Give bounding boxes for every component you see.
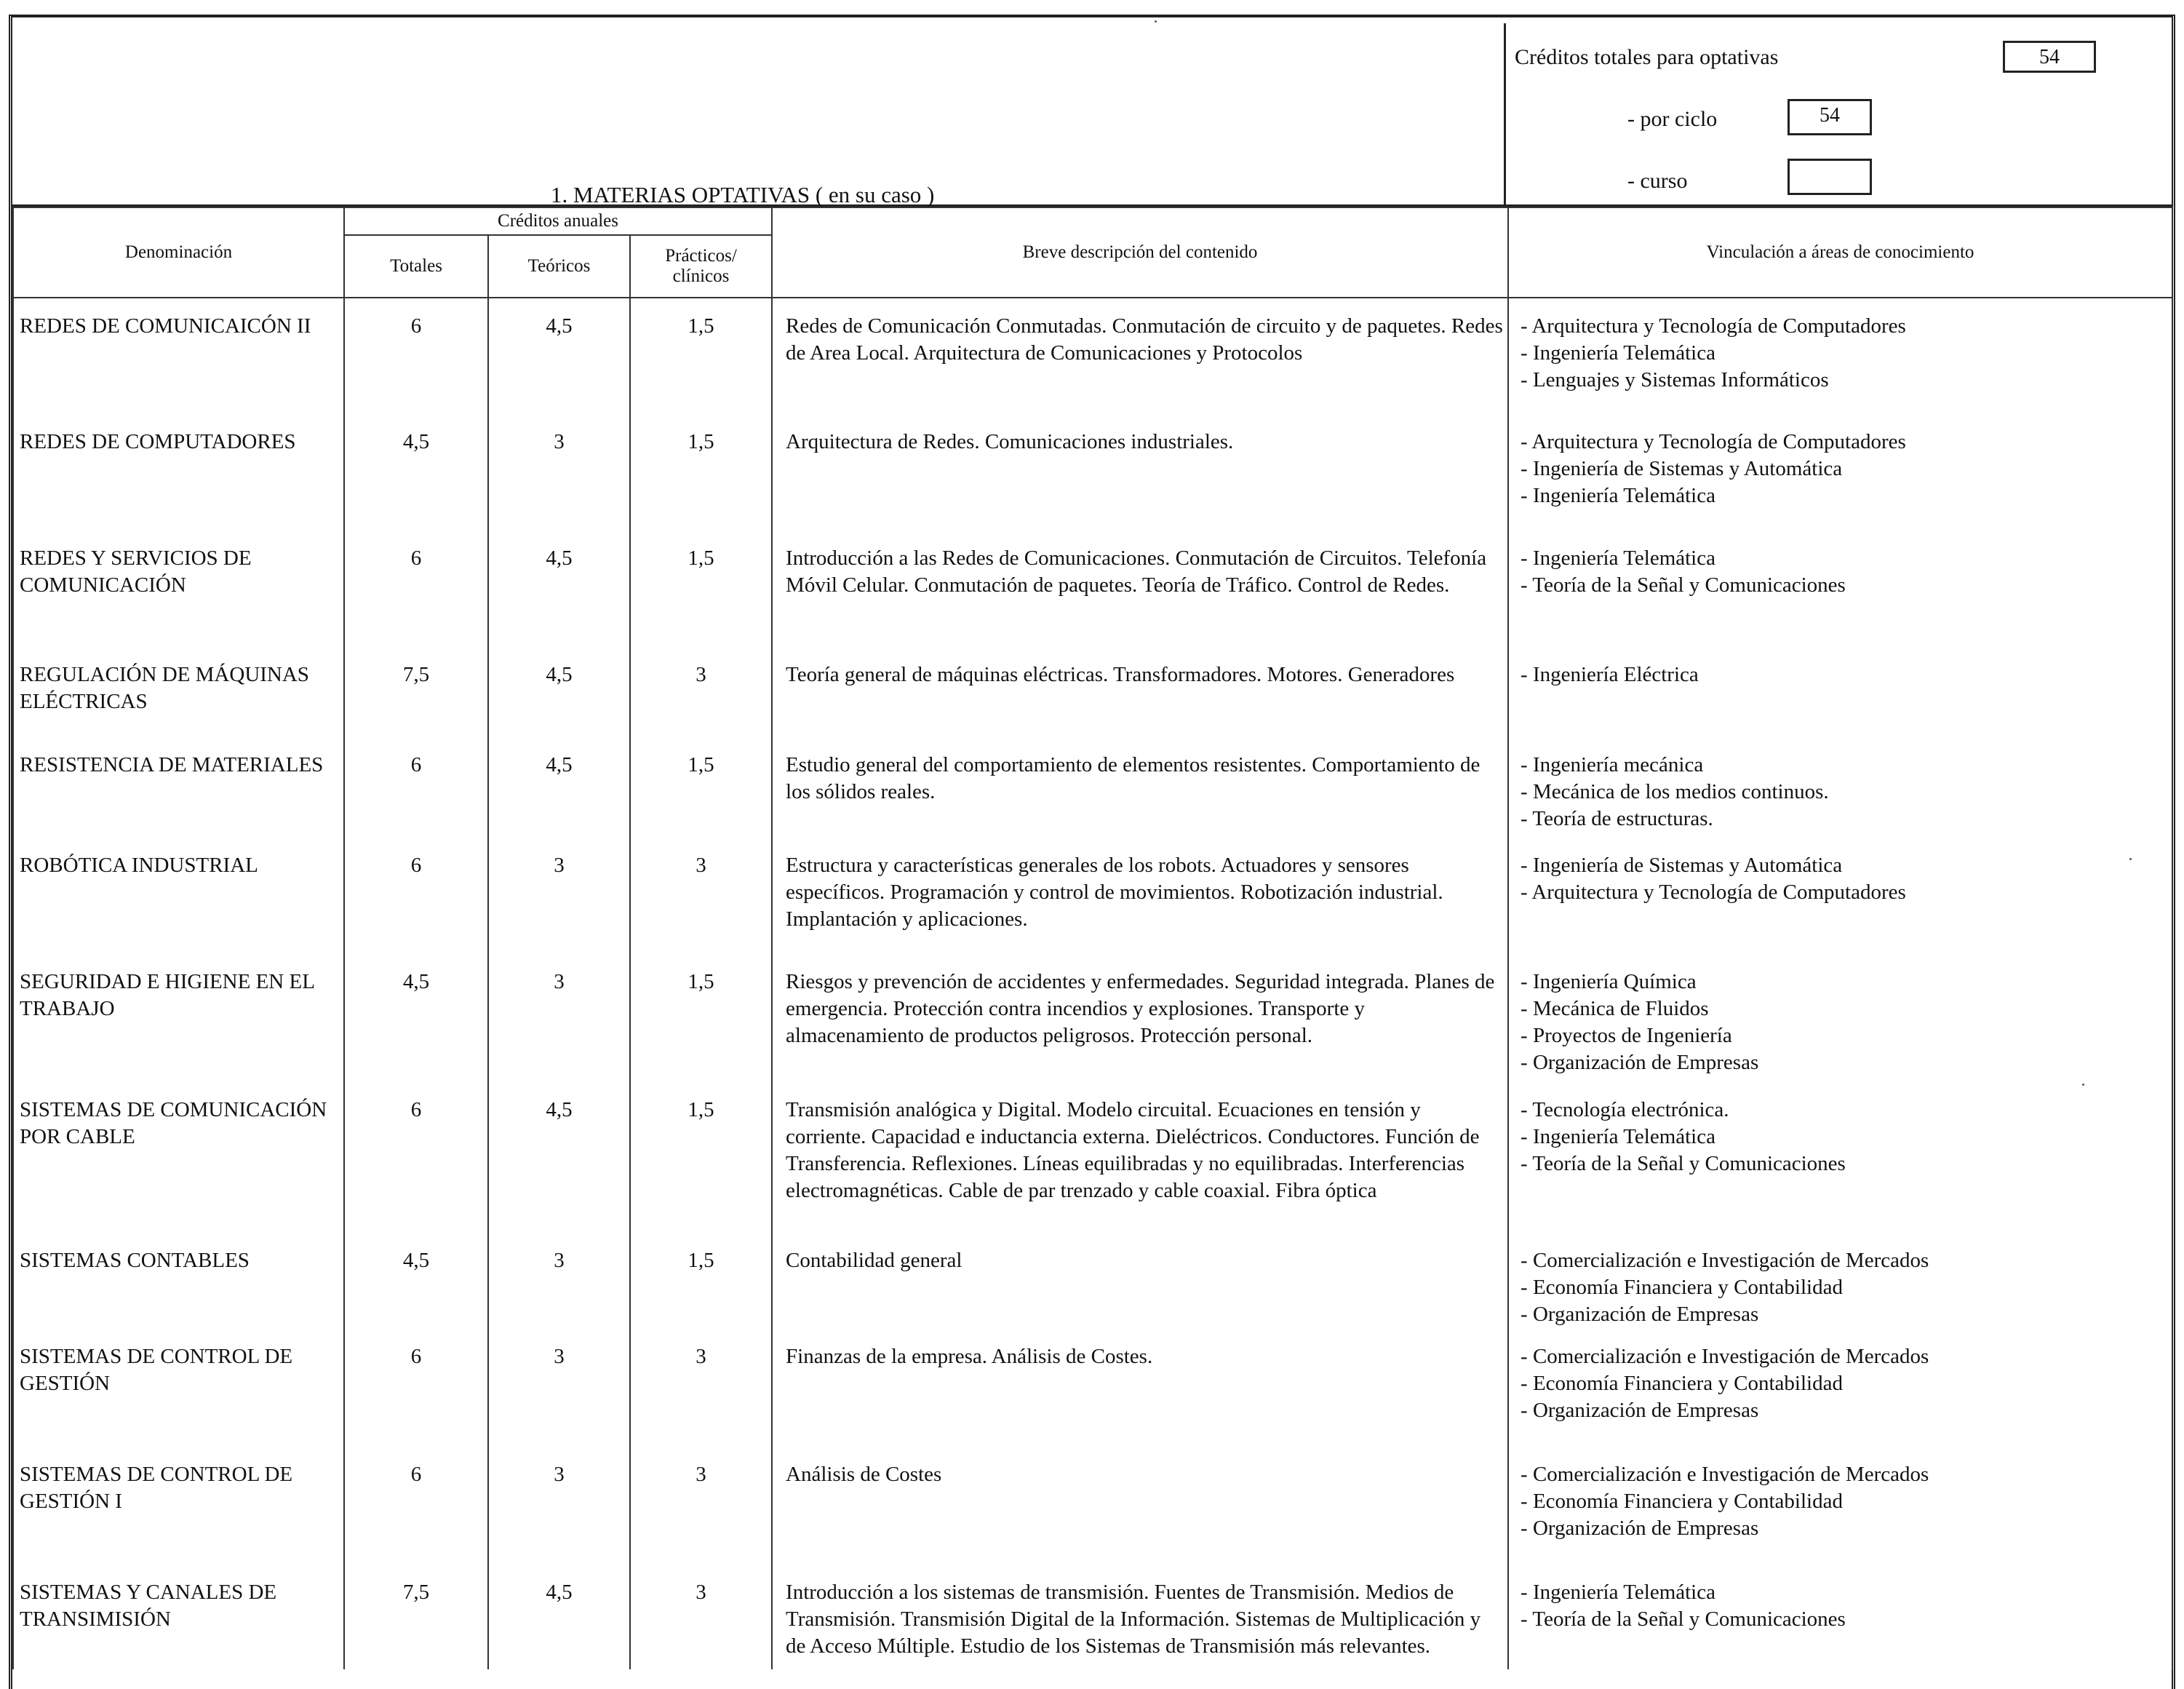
areas-conocimiento: [1508, 838, 2172, 954]
scan-speck: [2082, 1084, 2084, 1086]
contenido-descripcion: Riesgos y prevención de accidentes y enfermedades. Seguridad integrada. Planes de emergencia. Protección contra incendios y explosiones. Transporte y almacenamiento de productos peligrosos. Protección personal.: [772, 954, 1508, 1082]
area-item: - Arquitectura y Tecnología de Computadores: [1521, 314, 1906, 338]
col-denominacion: Denominación: [13, 207, 344, 298]
table-row: [13, 530, 2172, 647]
col-teoricos: Teóricos: [488, 235, 630, 298]
area-item: - Comercialización e Investigación de Mercados: [1521, 1463, 1929, 1486]
curso-label: - curso: [1627, 169, 1688, 193]
creditos-totales: 6: [344, 1447, 488, 1565]
creditos-totales: 6: [344, 530, 488, 647]
area-item: - Tecnología electrónica.: [1521, 1098, 1729, 1121]
areas-conocimiento: [1508, 1447, 2172, 1565]
table-head: [13, 207, 2172, 298]
areas-conocimiento: [1508, 1329, 2172, 1447]
areas-conocimiento: [1508, 1082, 2172, 1233]
creditos-teoricos: 4,5: [488, 298, 630, 414]
area-item: - Teoría de estructuras.: [1521, 807, 1713, 830]
por-ciclo-box: 54: [1788, 99, 1872, 135]
contenido-descripcion: Redes de Comunicación Conmutadas. Conmutación de circuito y de paquetes. Redes de Area Local. Arquitectura de Comunicaciones y Protocolos: [772, 298, 1508, 414]
materia-name: REDES Y SERVICIOS DE COMUNICACIÓN: [13, 530, 344, 647]
col-practicos-line1: Prácticos/: [665, 246, 737, 266]
table-row: [13, 737, 2172, 838]
creditos-practicos: 1,5: [630, 954, 772, 1082]
area-item: - Ingeniería Telemática: [1521, 341, 1715, 365]
areas-conocimiento: [1508, 1233, 2172, 1329]
area-item: - Economía Financiera y Contabilidad: [1521, 1372, 1843, 1395]
materia-name: ROBÓTICA INDUSTRIAL: [13, 838, 344, 954]
creditos-teoricos: 3: [488, 1447, 630, 1565]
materia-name: REGULACIÓN DE MÁQUINAS ELÉCTRICAS: [13, 647, 344, 737]
creditos-totales: 4,5: [344, 414, 488, 530]
col-descripcion: Breve descripción del contenido: [772, 207, 1508, 298]
contenido-descripcion: Estudio general del comportamiento de elementos resistentes. Comportamiento de los sólidos reales.: [772, 737, 1508, 838]
areas-conocimiento: [1508, 647, 2172, 737]
area-item: - Teoría de la Señal y Comunicaciones: [1521, 1607, 1846, 1631]
materias-table: [12, 207, 2173, 1669]
area-item: - Ingeniería Telemática: [1521, 1581, 1715, 1604]
table-row: [13, 414, 2172, 530]
area-item: - Ingeniería Telemática: [1521, 484, 1715, 507]
creditos-practicos: 3: [630, 647, 772, 737]
creditos-practicos: 3: [630, 838, 772, 954]
col-practicos: [630, 235, 772, 298]
curso-box: [1788, 159, 1872, 195]
area-item: - Organización de Empresas: [1521, 1399, 1759, 1422]
area-item: - Mecánica de Fluidos: [1521, 997, 1709, 1020]
area-item: - Ingeniería de Sistemas y Automática: [1521, 457, 1843, 480]
creditos-totales: 4,5: [344, 1233, 488, 1329]
creditos-totales: 6: [344, 1082, 488, 1233]
table-row: [13, 1082, 2172, 1233]
creditos-totales: 6: [344, 298, 488, 414]
materia-name: RESISTENCIA DE MATERIALES: [13, 737, 344, 838]
col-practicos-line2: clínicos: [672, 266, 730, 286]
creditos-totales: 6: [344, 838, 488, 954]
creditos-practicos: 1,5: [630, 1233, 772, 1329]
creditos-teoricos: 3: [488, 838, 630, 954]
creditos-totales: 6: [344, 1329, 488, 1447]
materia-name: SISTEMAS CONTABLES: [13, 1233, 344, 1329]
area-item: - Ingeniería Telemática: [1521, 547, 1715, 570]
area-item: - Economía Financiera y Contabilidad: [1521, 1276, 1843, 1299]
creditos-teoricos: 4,5: [488, 1565, 630, 1669]
areas-conocimiento: [1508, 530, 2172, 647]
area-item: - Ingeniería de Sistemas y Automática: [1521, 854, 1843, 877]
table-row: [13, 1447, 2172, 1565]
materia-name: REDES DE COMUNICAICÓN II: [13, 298, 344, 414]
area-item: - Teoría de la Señal y Comunicaciones: [1521, 1152, 1846, 1175]
area-item: - Economía Financiera y Contabilidad: [1521, 1490, 1843, 1513]
area-item: - Arquitectura y Tecnología de Computadores: [1521, 430, 1906, 453]
areas-conocimiento: [1508, 298, 2172, 414]
creditos-practicos: 1,5: [630, 737, 772, 838]
creditos-teoricos: 4,5: [488, 530, 630, 647]
table-row: [13, 954, 2172, 1082]
area-item: - Proyectos de Ingeniería: [1521, 1024, 1732, 1047]
table-row: [13, 1233, 2172, 1329]
area-item: - Comercialización e Investigación de Mercados: [1521, 1249, 1929, 1272]
section-title: 1. MATERIAS OPTATIVAS ( en su caso ): [551, 182, 935, 207]
areas-conocimiento: [1508, 414, 2172, 530]
creditos-practicos: 1,5: [630, 298, 772, 414]
table-row: [13, 1329, 2172, 1447]
areas-conocimiento: [1508, 1565, 2172, 1669]
creditos-teoricos: 4,5: [488, 737, 630, 838]
area-item: - Mecánica de los medios continuos.: [1521, 780, 1829, 803]
creditos-practicos: 3: [630, 1565, 772, 1669]
area-item: - Organización de Empresas: [1521, 1517, 1759, 1540]
contenido-descripcion: Análisis de Costes: [772, 1447, 1508, 1565]
areas-conocimiento: [1508, 737, 2172, 838]
creditos-teoricos: 3: [488, 1329, 630, 1447]
creditos-practicos: 1,5: [630, 530, 772, 647]
table-row: [13, 1565, 2172, 1669]
header-band: [12, 23, 2172, 207]
materia-name: SISTEMAS Y CANALES DE TRANSIMISIÓN: [13, 1565, 344, 1669]
materia-name: SISTEMAS DE COMUNICACIÓN POR CABLE: [13, 1082, 344, 1233]
area-item: - Organización de Empresas: [1521, 1303, 1759, 1326]
contenido-descripcion: Teoría general de máquinas eléctricas. Transformadores. Motores. Generadores: [772, 647, 1508, 737]
contenido-descripcion: Arquitectura de Redes. Comunicaciones industriales.: [772, 414, 1508, 530]
col-vinculacion: Vinculación a áreas de conocimiento: [1508, 207, 2172, 298]
area-item: - Lenguajes y Sistemas Informáticos: [1521, 368, 1829, 392]
area-item: - Ingeniería mecánica: [1521, 753, 1704, 776]
creditos-practicos: 1,5: [630, 1082, 772, 1233]
areas-conocimiento: [1508, 954, 2172, 1082]
creditos-practicos: 3: [630, 1447, 772, 1565]
materia-name: REDES DE COMPUTADORES: [13, 414, 344, 530]
contenido-descripcion: Contabilidad general: [772, 1233, 1508, 1329]
credits-panel: [1504, 23, 1506, 204]
creditos-totales: 4,5: [344, 954, 488, 1082]
creditos-totales: 7,5: [344, 1565, 488, 1669]
document-page: [9, 15, 2175, 1689]
creditos-teoricos: 3: [488, 954, 630, 1082]
materia-name: SISTEMAS DE CONTROL DE GESTIÓN: [13, 1329, 344, 1447]
area-item: - Ingeniería Telemática: [1521, 1125, 1715, 1148]
credits-total-box: 54: [2003, 41, 2096, 73]
scan-speck: [1155, 20, 1157, 23]
creditos-totales: 7,5: [344, 647, 488, 737]
credits-total-label: Créditos totales para optativas: [1515, 45, 1779, 69]
contenido-descripcion: Estructura y características generales de los robots. Actuadores y sensores específicos. Programación y control de movimientos. Robotización industrial. Implantación y aplicaciones.: [772, 838, 1508, 954]
scan-speck: [2129, 858, 2132, 860]
contenido-descripcion: Introducción a las Redes de Comunicaciones. Conmutación de Circuitos. Telefonía Móvil Celular. Conmutación de paquetes. Teoría de Tráfico. Control de Redes.: [772, 530, 1508, 647]
area-item: - Organización de Empresas: [1521, 1051, 1759, 1074]
por-ciclo-label: - por ciclo: [1627, 107, 1718, 131]
materia-name: SEGURIDAD E HIGIENE EN EL TRABAJO: [13, 954, 344, 1082]
contenido-descripcion: Finanzas de la empresa. Análisis de Costes.: [772, 1329, 1508, 1447]
creditos-totales: 6: [344, 737, 488, 838]
contenido-descripcion: Transmisión analógica y Digital. Modelo circuital. Ecuaciones en tensión y corriente. Capacidad e inductancia externa. Dieléctricos. Conductores. Función de Transferencia. Reflexiones. Líneas equilibradas y no equilibradas. Interferencias electromagnéticas. Cable de par trenzado y cable coaxial. Fibra óptica: [772, 1082, 1508, 1233]
table-row: [13, 298, 2172, 414]
creditos-teoricos: 4,5: [488, 1082, 630, 1233]
contenido-descripcion: Introducción a los sistemas de transmisión. Fuentes de Transmisión. Medios de Transmisión. Transmisión Digital de la Información. Sistemas de Multiplicación y de Acceso Múltiple. Estudio de los Sistemas de Transmisión más relevantes.: [772, 1565, 1508, 1669]
area-item: - Ingeniería Eléctrica: [1521, 663, 1699, 686]
table-body: [13, 298, 2172, 1669]
area-item: - Ingeniería Química: [1521, 970, 1697, 993]
area-item: - Comercialización e Investigación de Mercados: [1521, 1345, 1929, 1368]
creditos-teoricos: 3: [488, 1233, 630, 1329]
creditos-teoricos: 4,5: [488, 647, 630, 737]
col-totales: Totales: [344, 235, 488, 298]
materia-name: SISTEMAS DE CONTROL DE GESTIÓN I: [13, 1447, 344, 1565]
creditos-practicos: 1,5: [630, 414, 772, 530]
creditos-practicos: 3: [630, 1329, 772, 1447]
table-row: [13, 647, 2172, 737]
col-creditos-anuales: Créditos anuales: [344, 207, 772, 235]
area-item: - Arquitectura y Tecnología de Computadores: [1521, 881, 1906, 904]
table-row: [13, 838, 2172, 954]
area-item: - Teoría de la Señal y Comunicaciones: [1521, 573, 1846, 597]
creditos-teoricos: 3: [488, 414, 630, 530]
